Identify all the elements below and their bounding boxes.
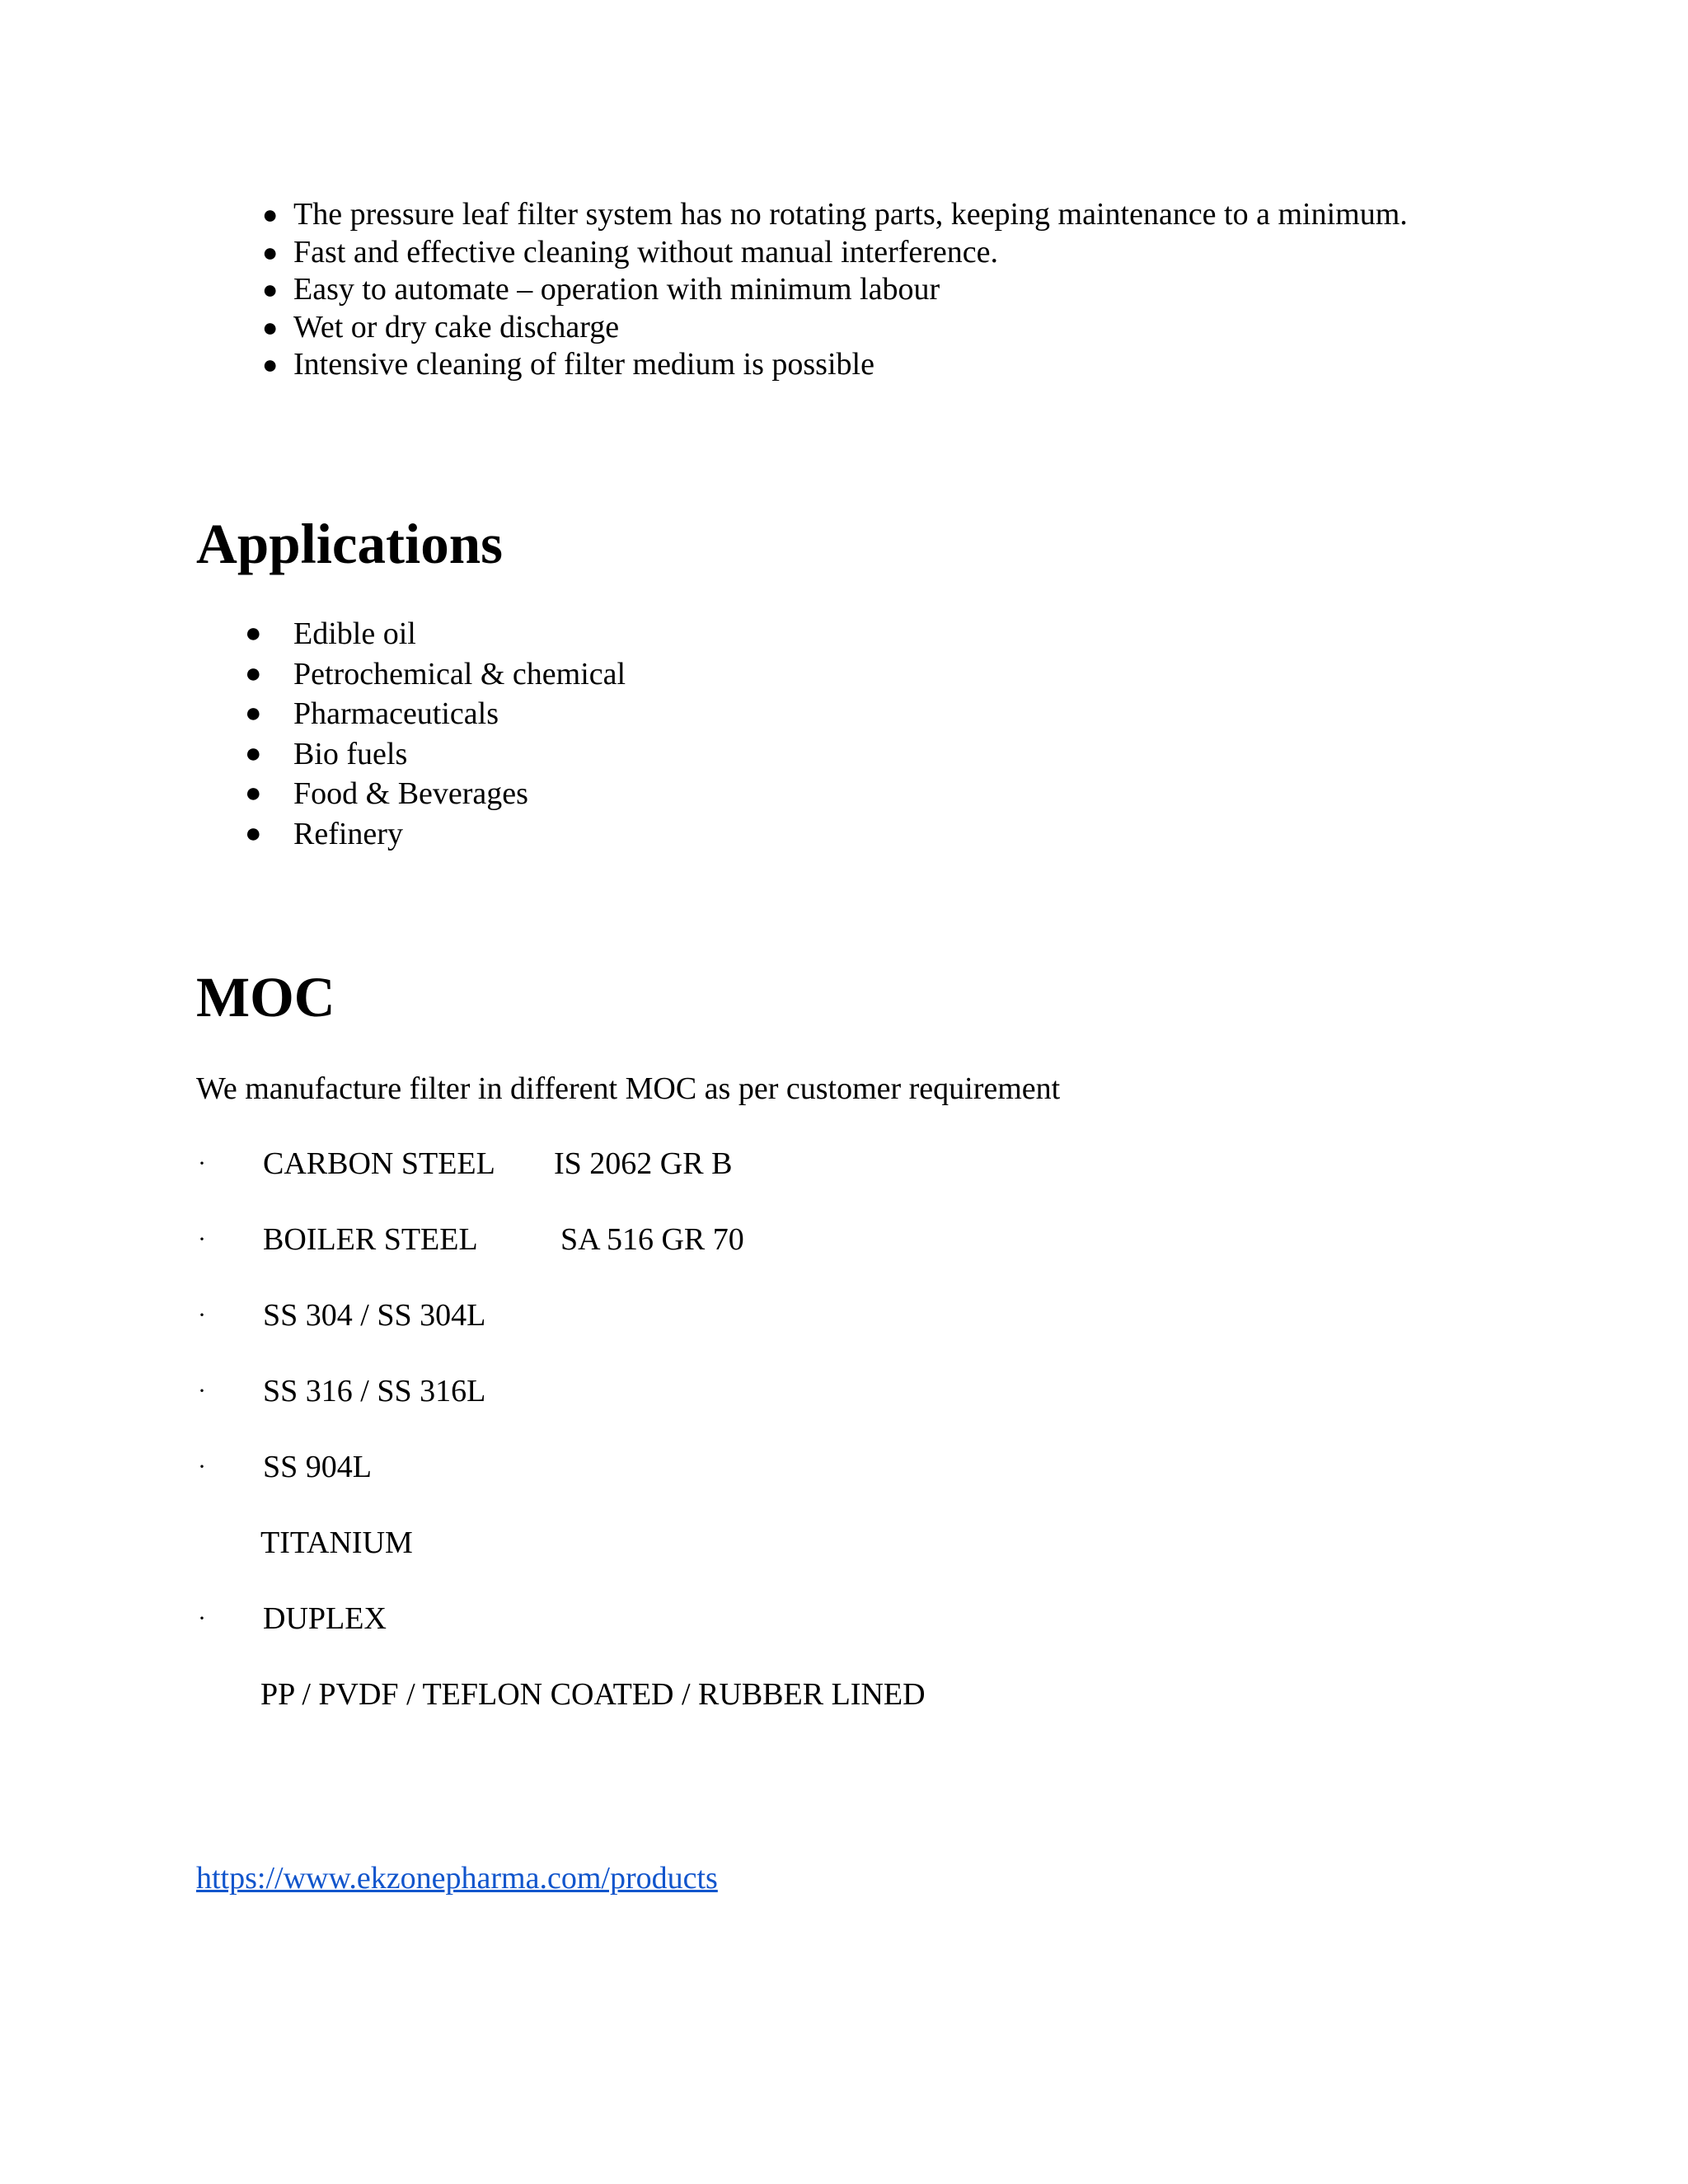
- bullet-icon: ●: [245, 778, 262, 809]
- application-text: Petrochemical & chemical: [293, 656, 626, 691]
- list-item: [0, 346, 1408, 384]
- moc-intro-text: We manufacture filter in different MOC as per customer requirement: [196, 1071, 1061, 1106]
- bullet-icon: ·: [198, 1226, 206, 1253]
- moc-list-item: [0, 1144, 1688, 1183]
- bullet-icon: ·: [198, 1150, 206, 1177]
- moc-list-item: [0, 1447, 1688, 1487]
- bullet-icon: ●: [262, 237, 279, 267]
- moc-material-name: SS 304 / SS 304L: [263, 1298, 486, 1333]
- list-item: [0, 271, 1408, 309]
- moc-material-spec: SA 516 GR 70: [560, 1222, 744, 1257]
- application-text: Food & Beverages: [293, 776, 528, 812]
- feature-text: Intensive cleaning of filter medium is possible: [293, 347, 874, 382]
- bullet-icon: ●: [262, 199, 279, 229]
- moc-material-name: DUPLEX: [263, 1601, 387, 1636]
- list-item: [0, 309, 1408, 347]
- moc-list-item: [0, 1523, 1688, 1563]
- moc-material-name: SS 904L: [263, 1450, 372, 1484]
- moc-list-item: [0, 1371, 1688, 1411]
- bullet-icon: ·: [198, 1453, 206, 1480]
- bullet-icon: ·: [198, 1605, 206, 1632]
- bullet-icon: ·: [198, 1301, 206, 1329]
- moc-material-name: PP / PVDF / TEFLON COATED / RUBBER LINED: [260, 1677, 926, 1712]
- bullet-icon: ●: [262, 349, 279, 379]
- moc-material-spec: IS 2062 GR B: [554, 1146, 733, 1181]
- bullet-icon: ●: [262, 274, 279, 304]
- list-item: [0, 814, 626, 855]
- feature-text: The pressure leaf filter system has no rotating parts, keeping maintenance to a minimum.: [293, 197, 1408, 232]
- bullet-icon: ●: [245, 738, 262, 769]
- list-item: [0, 234, 1408, 272]
- application-text: Refinery: [293, 816, 403, 851]
- applications-list: [0, 614, 626, 855]
- products-link[interactable]: https://www.ekzonepharma.com/products: [196, 1861, 718, 1896]
- bullet-icon: ●: [245, 818, 262, 849]
- list-item: [0, 734, 626, 775]
- moc-list-item: [0, 1675, 1688, 1714]
- applications-heading: Applications: [196, 513, 503, 575]
- list-item: [0, 694, 626, 734]
- list-item: [0, 774, 626, 814]
- application-text: Pharmaceuticals: [293, 696, 499, 732]
- feature-text: Wet or dry cake discharge: [293, 309, 620, 344]
- list-item: [0, 614, 626, 654]
- moc-material-name: TITANIUM: [260, 1526, 413, 1560]
- bullet-icon: ●: [245, 618, 262, 649]
- application-text: Bio fuels: [293, 736, 408, 771]
- list-item: [0, 654, 626, 695]
- moc-list-item: [0, 1296, 1688, 1335]
- list-item: [0, 196, 1408, 234]
- moc-material-name: BOILER STEEL: [263, 1222, 478, 1257]
- feature-text: Fast and effective cleaning without manual interference.: [293, 234, 998, 269]
- bullet-icon: ·: [198, 1377, 206, 1404]
- moc-list-item: [0, 1599, 1688, 1638]
- moc-material-name: CARBON STEEL: [263, 1146, 495, 1181]
- moc-heading: MOC: [196, 966, 335, 1029]
- bullet-icon: ●: [245, 698, 262, 729]
- feature-text: Easy to automate – operation with minimum labour: [293, 272, 940, 307]
- bullet-icon: ●: [245, 658, 262, 689]
- feature-list: [0, 196, 1408, 384]
- application-text: Edible oil: [293, 616, 416, 651]
- bullet-icon: ●: [262, 312, 279, 342]
- moc-material-name: SS 316 / SS 316L: [263, 1374, 486, 1408]
- moc-list-item: [0, 1220, 1688, 1259]
